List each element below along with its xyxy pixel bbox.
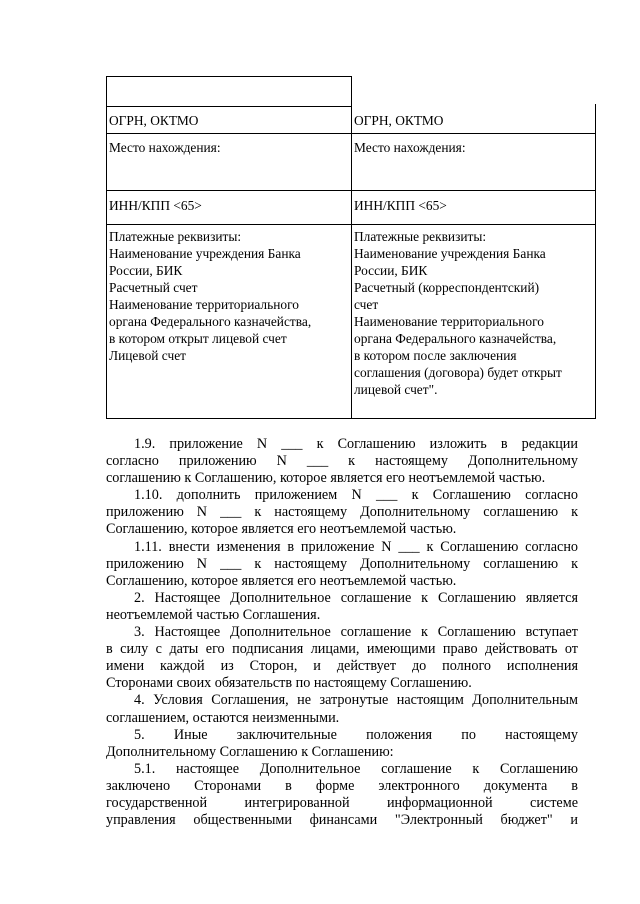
table-border-top bbox=[106, 76, 351, 77]
table-border-h bbox=[106, 106, 351, 107]
paragraph-1-10: 1.10. дополнить приложением N ___ к Соглашению согласно приложению N ___ к настоящему Дополнительному соглашению к Соглашению, которое является его неотъемлемой частью. bbox=[106, 487, 578, 538]
table-cell-right: ИНН/КПП <65> bbox=[354, 198, 447, 213]
paragraph-2: 2. Настоящее Дополнительное соглашение к Соглашению является неотъемлемой частью Соглашения. bbox=[106, 589, 578, 623]
table-cell-left: Место нахождения: bbox=[109, 140, 221, 155]
paragraph-4: 4. Условия Соглашения, не затронутые настоящим Дополнительным соглашением, остаются неизменными. bbox=[106, 692, 578, 726]
paragraph-5: 5. Иные заключительные положения по настоящему Дополнительному Соглашению к Соглашению: bbox=[106, 726, 578, 760]
paragraph-3: 3. Настоящее Дополнительное соглашение к Соглашению вступает в силу с даты его подписания лицами, имеющими право действовать от имени каждой из Сторон, и действует до полного исполнения Сторонами своих обязательств по настоящему Соглашению. bbox=[106, 624, 578, 692]
table-cell-right: ОГРН, ОКТМО bbox=[354, 113, 444, 128]
table-border-left bbox=[106, 76, 107, 419]
paragraph-5-1: 5.1. настоящее Дополнительное соглашение к Соглашению заключено Сторонами в форме электронного документа в государственной интегрированной информационной системе управления общественными финансами "Электронный бюджет" и bbox=[106, 760, 578, 829]
table-cell-right: Место нахождения: bbox=[354, 140, 466, 155]
table-cell-left: ОГРН, ОКТМО bbox=[109, 113, 199, 128]
paragraph-1-9: 1.9. приложение N ___ к Соглашению изложить в редакции согласно приложению N ___ к настоящему Дополнительному соглашению к Соглашению, которое является его неотъемлемой частью. bbox=[106, 436, 578, 487]
table-cell-right: Платежные реквизиты: Наименование учреждения Банка России, БИК Расчетный (корреспондентский) счет Наименование территориального органа Федерального казначейства, в котором после заключения соглашения (договора) будет открыт лицевой счет". bbox=[354, 229, 562, 397]
table-cell-right bbox=[351, 76, 596, 79]
table-cell-left: Платежные реквизиты: Наименование учреждения Банка России, БИК Расчетный счет Наименование территориального органа Федерального казначейства, в котором открыт лицевой счет Лицевой счет bbox=[109, 229, 312, 363]
table-border-middle bbox=[351, 76, 352, 419]
document-body bbox=[106, 436, 578, 829]
table-border-right bbox=[595, 104, 596, 419]
paragraph-1-11: 1.11. внести изменения в приложение N ___ к Соглашению согласно приложению N ___ к настоящему Дополнительному соглашению к Соглашению, которое является его неотъемлемой частью. bbox=[106, 538, 578, 589]
table-cell-left: ИНН/КПП <65> bbox=[109, 198, 202, 213]
